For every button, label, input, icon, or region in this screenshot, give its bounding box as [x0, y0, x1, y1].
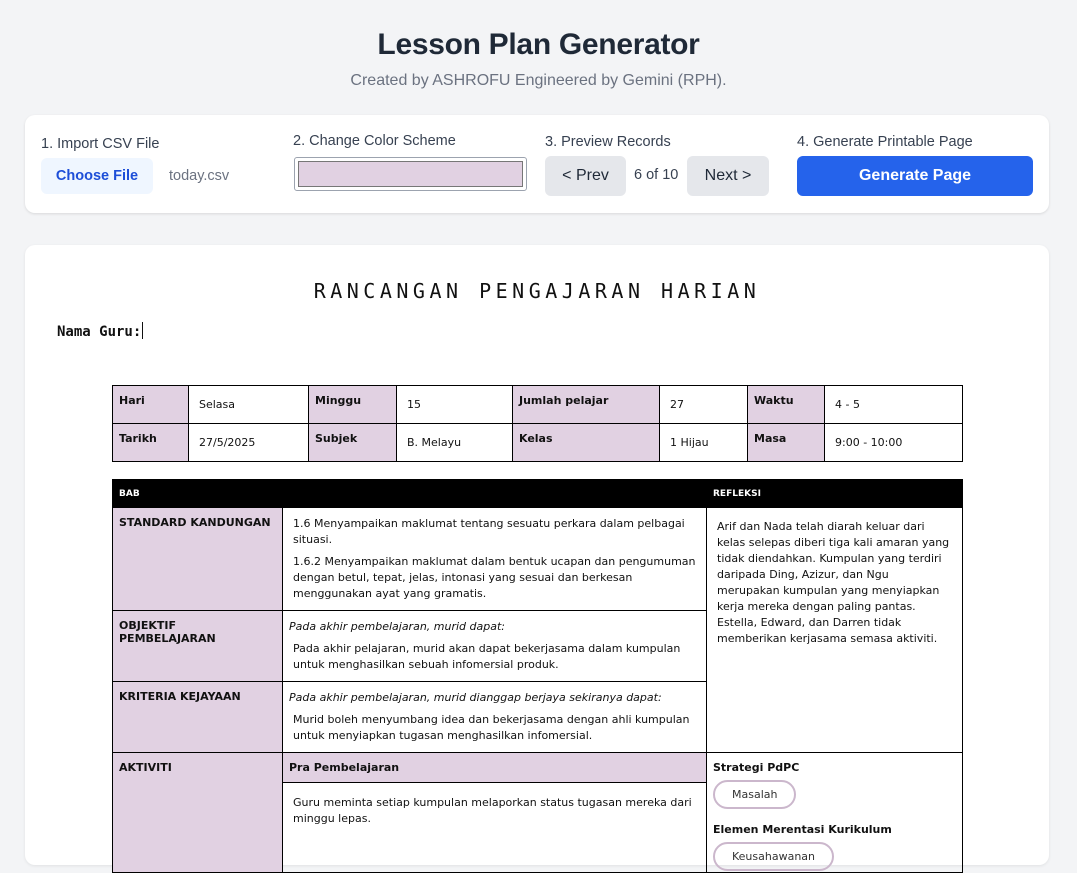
teacher-name-label: Nama Guru: — [57, 324, 142, 340]
pra-pembelajaran-header: Pra Pembelajaran — [283, 753, 707, 783]
masa-label: Masa — [748, 424, 825, 462]
lesson-table — [112, 479, 963, 873]
pelajar-label: Jumlah pelajar — [513, 386, 660, 424]
prev-button[interactable]: < Prev — [545, 156, 626, 196]
strategi-tag: Masalah — [713, 780, 796, 809]
hari-label: Hari — [113, 386, 189, 424]
selected-file-name: today.csv — [169, 168, 230, 184]
minggu-value: 15 — [397, 386, 513, 424]
color-swatch — [298, 161, 523, 187]
waktu-value: 4 - 5 — [825, 386, 963, 424]
hari-value: Selasa — [189, 386, 309, 424]
text-caret — [142, 322, 143, 339]
preview-records-label: 3. Preview Records — [545, 134, 671, 150]
document-title: RANCANGAN PENGAJARAN HARIAN — [313, 279, 761, 303]
kriteria-intro: Pada akhir pembelajaran, murid dianggap berjaya sekiranya dapat: — [289, 691, 662, 704]
kelas-value: 1 Hijau — [660, 424, 748, 462]
standard-kandungan-content — [283, 508, 707, 611]
tarikh-value: 27/5/2025 — [189, 424, 309, 462]
table-row — [113, 508, 963, 611]
info-row — [113, 424, 963, 462]
subjek-value: B. Melayu — [397, 424, 513, 462]
refleksi-content: Arif dan Nada telah diarah keluar dari kelas selepas diberi tiga kali amaran yang tidak diendahkan. Kumpulan yang terdiri daripada Ding, Azizur, dan Ngu merupakan kumpulan yang menyiapkan kerja mereka dengan paling pantas. Estella, Edward, dan Darren tidak memberikan kerjasama semasa aktiviti. — [707, 508, 963, 753]
kriteria-content — [283, 682, 707, 753]
pra-pembelajaran-content — [283, 783, 707, 873]
app-header — [0, 0, 1077, 90]
info-row — [113, 386, 963, 424]
app-title: Lesson Plan Generator — [377, 28, 700, 61]
table-header-row — [113, 480, 963, 508]
kriteria-text: Murid boleh menyumbang idea dan bekerjasama dengan ahli kumpulan untuk menyiapkan tugasan menghasilkan infomersial. — [293, 713, 690, 742]
masa-value: 9:00 - 10:00 — [825, 424, 963, 462]
controls-panel — [25, 115, 1049, 213]
minggu-label: Minggu — [309, 386, 397, 424]
generate-page-button[interactable]: Generate Page — [797, 156, 1033, 196]
app-subtitle: Created by ASHROFU Engineered by Gemini (RPH). — [350, 72, 727, 89]
record-indicator: 6 of 10 — [634, 167, 679, 183]
elemen-tag: Keusahawanan — [713, 842, 834, 871]
generate-label: 4. Generate Printable Page — [797, 134, 973, 150]
color-scheme-picker[interactable] — [294, 157, 527, 191]
sk-item: 1.6 Menyampaikan maklumat tentang sesuatu perkara dalam pelbagai situasi. — [293, 517, 685, 546]
info-table — [112, 385, 963, 462]
refleksi-header: REFLEKSI — [707, 480, 963, 508]
objektif-label: OBJEKTIF PEMBELAJARAN — [113, 611, 283, 682]
objektif-content — [283, 611, 707, 682]
subjek-label: Subjek — [309, 424, 397, 462]
next-button[interactable]: Next > — [687, 156, 769, 196]
lesson-plan-preview — [25, 245, 1049, 865]
strategi-cell — [707, 753, 963, 873]
bab-header: BAB — [113, 480, 707, 508]
import-csv-label: 1. Import CSV File — [41, 136, 160, 152]
waktu-label: Waktu — [748, 386, 825, 424]
objektif-text: Pada akhir pelajaran, murid akan dapat bekerjasama dalam kumpulan untuk menghasilkan sebuah infomersial produk. — [293, 642, 681, 671]
choose-file-button[interactable]: Choose File — [41, 158, 153, 194]
elemen-heading: Elemen Merentasi Kurikulum — [713, 823, 892, 836]
teacher-name-field[interactable] — [57, 322, 143, 340]
pelajar-value: 27 — [660, 386, 748, 424]
kriteria-label: KRITERIA KEJAYAAN — [113, 682, 283, 753]
color-scheme-label: 2. Change Color Scheme — [293, 133, 456, 149]
strategi-heading: Strategi PdPC — [713, 761, 800, 774]
aktiviti-label: AKTIVITI — [113, 753, 283, 873]
objektif-intro: Pada akhir pembelajaran, murid dapat: — [289, 620, 505, 633]
kelas-label: Kelas — [513, 424, 660, 462]
tarikh-label: Tarikh — [113, 424, 189, 462]
standard-kandungan-label: STANDARD KANDUNGAN — [113, 508, 283, 611]
sk-item: 1.6.2 Menyampaikan maklumat dalam bentuk ucapan dan pengumuman dengan betul, tepat, jelas, intonasi yang sesuai dan berkesan menggunakan ayat yang gramatis. — [293, 555, 696, 600]
table-row — [113, 753, 963, 783]
pra-text: Guru meminta setiap kumpulan melaporkan status tugasan mereka dari minggu lepas. — [293, 796, 692, 825]
